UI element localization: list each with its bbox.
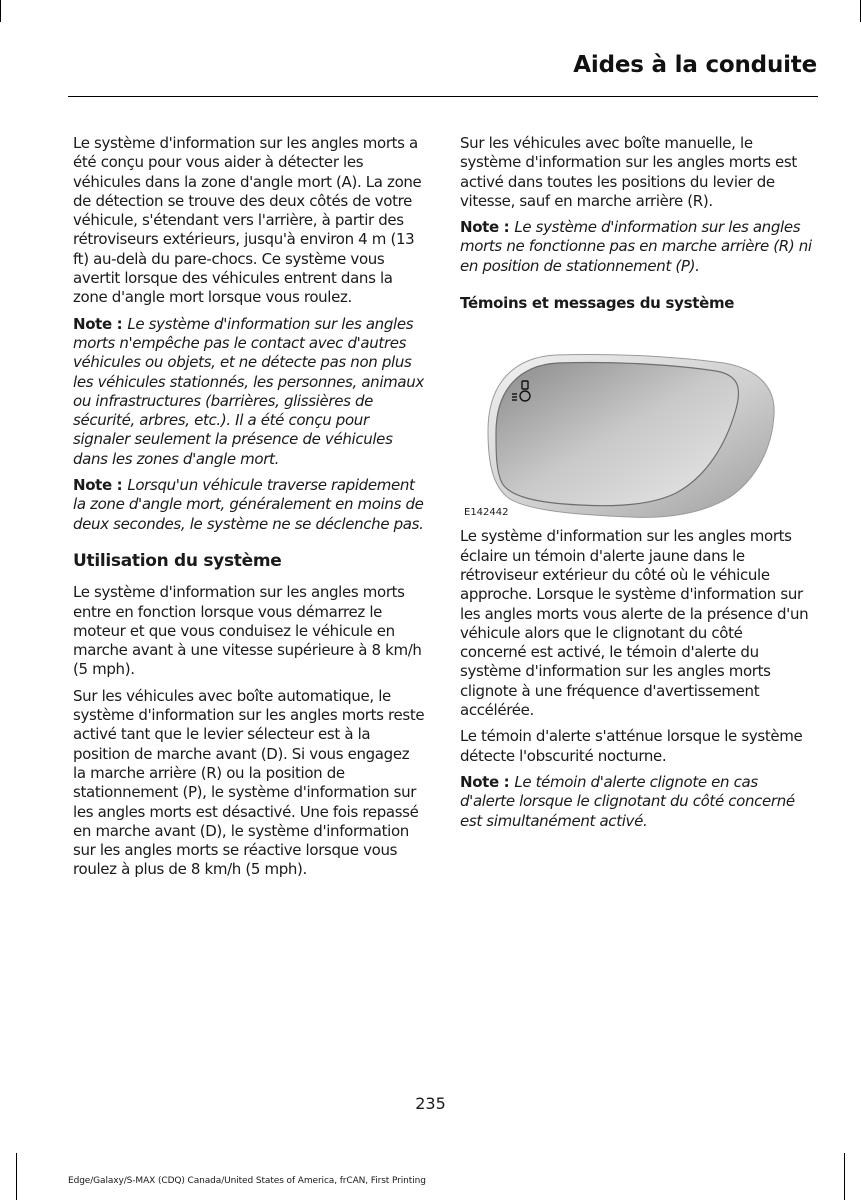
note-flashing (460, 773, 812, 831)
manual-paragraph: Sur les véhicules avec boîte manuelle, le système d'information sur les angles morts est activé dans toutes les positions du levier de vitesse, sauf en marche arrière (R). (460, 134, 797, 210)
page-title: Aides à la conduite (573, 52, 817, 78)
note-fast-vehicle (73, 476, 425, 534)
warning-light-paragraph: Le système d'information sur les angles morts éclaire un témoin d'alerte jaune dans le rétroviseur extérieur du côté où le véhicule approche. Lorsque le système d'information sur les angles morts vous alerte de la présence d'un véhicule alors que le clignotant du côté concerné est activé, le témoin d'alerte du système d'information sur les angles morts clignote à une fréquence d'avertissement accélérée. (460, 527, 809, 720)
section-heading-usage: Utilisation du système (73, 550, 282, 571)
left-column (73, 134, 425, 887)
automatic-paragraph: Sur les véhicules avec boîte automatique, le système d'information sur les angles morts reste activé tant que le levier sélecteur est à la position de marche avant (D). Si vous engagez la marche arrière (R) ou la position de stationnement (P), le système d'information sur les angles morts est désactivé. Une fois repassé en marche avant (D), le système d'information sur les angles morts se réactive lorsque vous roulez à plus de 8 km/h (5 mph). (73, 686, 425, 879)
note-text: Lorsqu'un véhicule traverse rapidement la zone d'angle mort, généralement en moins de deux secondes, le système ne se déclenche pas. (73, 476, 424, 533)
note-reverse-park (460, 218, 812, 276)
note-text: Le système d'information sur les angles morts ne fonctionne pas en marche arrière (R) ni en position de stationnement (P). (460, 218, 812, 275)
mirror-figure (460, 345, 812, 527)
crop-mark-top-left (0, 0, 1, 22)
note-label: Note : (460, 772, 510, 791)
page-number: 235 (415, 1094, 446, 1113)
crop-mark-bottom-right (844, 1153, 845, 1200)
dimming-paragraph: Le témoin d'alerte s'atténue lorsque le système détecte l'obscurité nocturne. (460, 727, 803, 765)
note-label: Note : (73, 476, 123, 495)
figure-id: E142442 (464, 507, 509, 519)
note-contact (73, 315, 425, 469)
subheading-indicators: Témoins et messages du système (460, 294, 735, 313)
print-info: Edge/Galaxy/S-MAX (CDQ) Canada/United States of America, frCAN, First Printing (68, 1176, 426, 1186)
intro-paragraph: Le système d'information sur les angles morts a été conçu pour vous aider à détecter les véhicules dans la zone d'angle mort (A). La zone de détection se trouve des deux côtés de votre véhicule, s'étendant vers l'arrière, à partir des rétroviseurs extérieurs, jusqu'à environ 4 m (13 ft) au-delà du pare-chocs. Ce système vous avertit lorsque des véhicules entrent dans la zone d'angle mort lorsque vous roulez. (73, 134, 422, 307)
usage-paragraph: Le système d'information sur les angles morts entre en fonction lorsque vous démarrez le moteur et que vous conduisez le véhicule en marche avant à une vitesse supérieure à 8 km/h (5 mph). (73, 583, 422, 679)
note-label: Note : (460, 218, 510, 237)
right-column (460, 134, 812, 838)
note-label: Note : (73, 314, 123, 333)
title-rule (68, 96, 818, 97)
note-text: Le système d'information sur les angles morts n'empêche pas le contact avec d'autres véhicules ou objets, et ne détecte pas non plus les véhicules stationnés, les personnes, animaux ou infrastructures (barrières, glissières de sécurité, arbres, etc.). Il a été conçu pour signaler seulement la présence de véhicules dans les zones d'angle mort. (73, 314, 424, 468)
note-text: Le témoin d'alerte clignote en cas d'alerte lorsque le clignotant du côté concerné est simultanément activé. (460, 772, 795, 830)
crop-mark-bottom-left (16, 1153, 17, 1200)
side-mirror-illustration (480, 353, 780, 519)
